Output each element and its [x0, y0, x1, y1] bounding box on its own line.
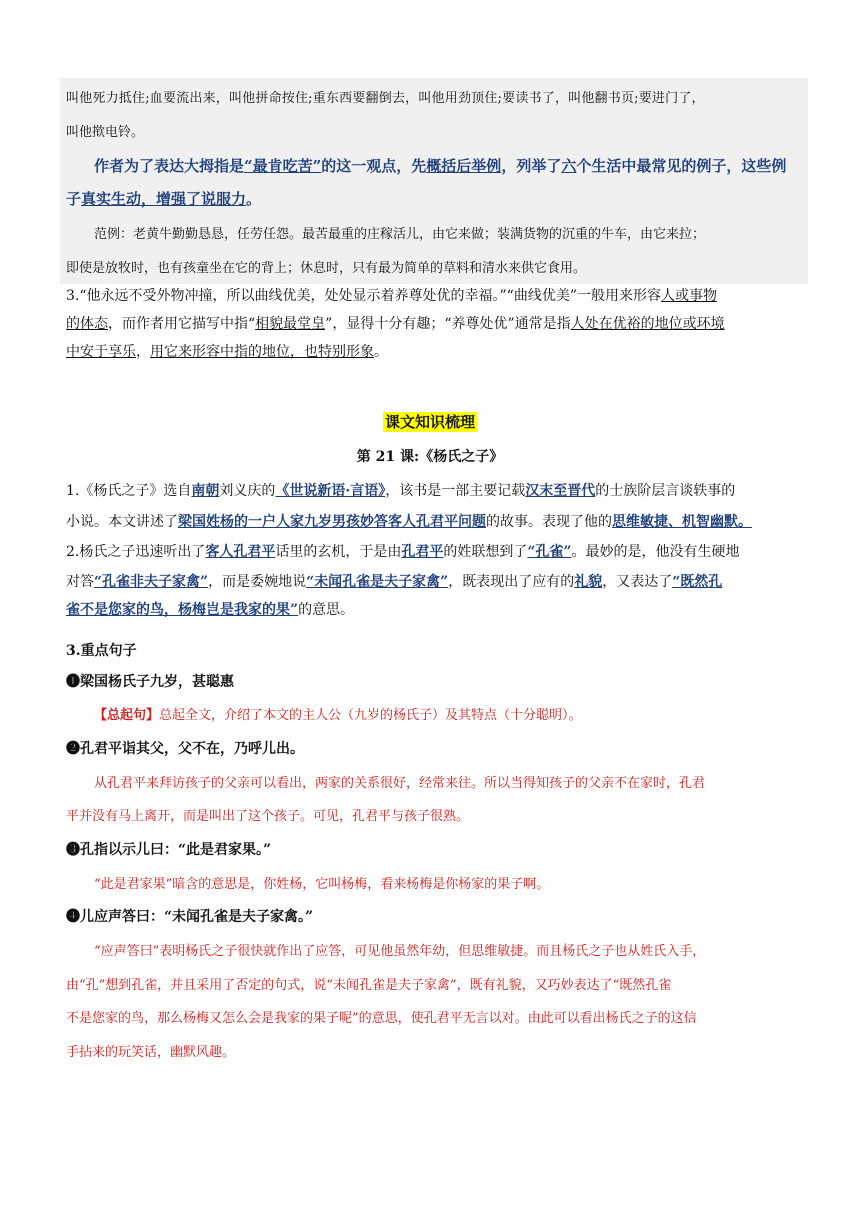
key-sentence-4-note: 不是您家的鸟，那么杨梅又怎么会是我家的果子呢”的意思，使孔君平无言以对。由此可以看出杨氏之子的这信 [66, 1011, 697, 1026]
knowledge-2-line: 雀不是您家的鸟，杨梅岂是我家的果”的意思。 [66, 602, 355, 618]
key-sentence-2: ❷孔君平诣其父，父不在，乃呼儿出。 [66, 741, 304, 757]
item-3-line: 的体态，而作者用它描写中指“相貌最堂皇”，显得十分有趣；“养尊处优”通常是指人处在优裕的地位或环境 [66, 316, 725, 332]
key-sentence-2-note: 平并没有马上离开，而是叫出了这个孩子。可见，孔君平与孩子很熟。 [66, 809, 470, 824]
body-line: 叫他死力抵住;血要流出来，叫他拼命按住;重东西要翻倒去，叫他用劲顶住;要读书了，叫他翻书页;要进门了， [66, 91, 705, 106]
example-line: 范例：老黄牛勤勤恳恳，任劳任怨。最苦最重的庄稼活儿，由它来做；装满货物的沉重的牛车，由它来拉； [94, 227, 706, 242]
key-sentence-1: ❶梁国杨氏子九岁，甚聪惠 [66, 674, 234, 690]
key-sentence-3: ❸孔指以示儿曰：“此是君家果。” [66, 842, 272, 858]
item-3-line: 3.“他永远不受外物冲撞，所以曲线优美，处处显示着养尊处优的幸福。”“曲线优美”一般用来形容人或事物 [66, 288, 717, 304]
section-title: 课文知识梳理 [384, 413, 475, 431]
key-sentences-heading: 3.重点句子 [66, 643, 137, 659]
example-line: 即使是放牧时，也有孩童坐在它的背上；休息时，只有最为简单的草料和清水来供它食用。 [66, 261, 587, 276]
item-3-line: 中安于享乐，用它来形容中指的地位，也特别形象。 [66, 344, 388, 360]
knowledge-2-line: 2.杨氏之子迅速听出了客人孔君平话里的玄机，于是由孔君平的姓联想到了“孔雀”。最妙的是，他没有生硬地 [66, 544, 740, 560]
knowledge-1-line: 1.《杨氏之子》选自南朝刘义庆的《世说新语·言语》，该书是一部主要记载汉末至晋代的士族阶层言谈轶事的 [66, 483, 736, 499]
shaded-text-block [60, 78, 808, 284]
key-sentence-4: ❹儿应声答曰：“未闻孔雀是夫子家禽。” [66, 909, 314, 925]
knowledge-1-line: 小说。本文讲述了梁国姓杨的一户人家九岁男孩妙答客人孔君平问题的故事。表现了他的思维敏捷、机智幽默。 [66, 514, 752, 530]
key-sentence-4-note: 手拈来的玩笑话，幽默风趣。 [66, 1045, 236, 1060]
body-line: 叫他揿电铃。 [66, 125, 145, 140]
key-sentence-3-note: “此是君家果”暗含的意思是，你姓杨，它叫杨梅，看来杨梅是你杨家的果子啊。 [94, 877, 550, 892]
analysis-line: 子真实生动，增强了说服力。 [66, 190, 262, 208]
lesson-title: 第 21 课:《杨氏之子》 [356, 449, 504, 465]
key-sentence-4-note: “应声答曰”表明杨氏之子很快就作出了应答，可见他虽然年幼，但思维敏捷。而且杨氏之子也从姓氏入手， [94, 944, 706, 959]
key-sentence-2-note: 从孔君平来拜访孩子的父亲可以看出，两家的关系很好，经常来往。所以当得知孩子的父亲不在家时，孔君 [94, 776, 706, 791]
analysis-line: 作者为了表达大拇指是“最肯吃苦”的这一观点，先概括后举例，列举了六个生活中最常见的例子，这些例 [94, 157, 787, 175]
knowledge-2-line: 对答“孔雀非夫子家禽”，而是委婉地说“未闻孔雀是夫子家禽”，既表现出了应有的礼貌，又表达了“既然孔 [66, 574, 723, 590]
key-sentence-4-note: 由“孔”想到孔雀，并且采用了否定的句式，说“未闻孔雀是夫子家禽”，既有礼貌，又巧妙表达了“既然孔雀 [66, 978, 672, 993]
key-sentence-1-note: 【总起句】总起全文，介绍了本文的主人公（九岁的杨氏子）及其特点（十分聪明）。 [94, 708, 582, 723]
